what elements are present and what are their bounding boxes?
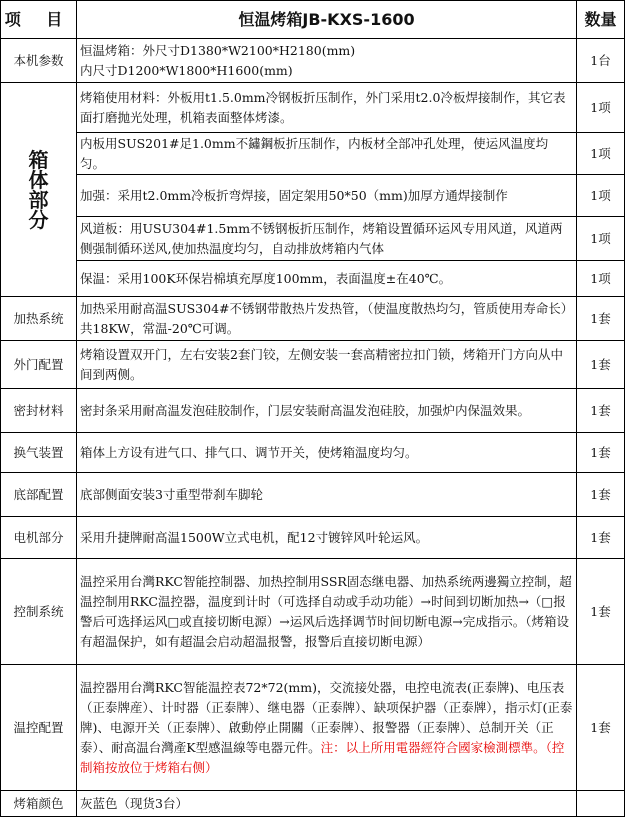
specs-qty: 1台 bbox=[577, 39, 625, 83]
temp-config-row bbox=[1, 665, 625, 791]
door-text: 烤箱设置双开门，左右安装2套门铰，左侧安装一套高精密拉扣门锁，烤箱开门方向从中间到两侧。 bbox=[77, 341, 577, 389]
control-text: 温控采用台灣RKC智能控制器、加热控制用SSR固态继电器、加热系统两邊獨立控制，超温控制用RKC温控器，温度到计时（可选择自动或手动功能）→时间到切断加热→（□报警后可选择运风□或直接切断电源）→运风后选择调节时间切断电源→完成指示。（烤箱设有超温保护，如有超温会启动超温报警，报警后直接切断电源） bbox=[77, 559, 577, 665]
temp-config-text: 温控器用台灣RKC智能温控表72*72(mm)，交流接处器，电控电流表(正泰牌)、电压表（正泰牌産）、计时器（正泰牌）、继电器（正泰牌）、缺项保护器（正泰牌），指示灯(正泰牌)、电源开关（正泰牌）、啟動停止開關（正泰牌）、报警器（正泰牌）、总制开关（正泰）、耐高温台灣產K型感温線等电器元件。 bbox=[80, 679, 573, 755]
motor-label: 电机部分 bbox=[1, 517, 77, 559]
header-qty: 数量 bbox=[577, 1, 625, 39]
seal-row bbox=[1, 389, 625, 433]
control-label: 控制系统 bbox=[1, 559, 77, 665]
control-qty: 1套 bbox=[577, 559, 625, 665]
motor-qty: 1套 bbox=[577, 517, 625, 559]
box-reinforce-qty: 1项 bbox=[577, 175, 625, 217]
specs-line-inner: 内尺寸D1200*W1800*H1600(mm) bbox=[80, 62, 293, 78]
heating-qty: 1套 bbox=[577, 297, 625, 341]
motor-text: 采用升捷牌耐高温1500W立式电机，配12寸镀锌风叶轮运风。 bbox=[77, 517, 577, 559]
color-qty bbox=[577, 791, 625, 817]
seal-label: 密封材料 bbox=[1, 389, 77, 433]
box-label-char: 部 bbox=[28, 187, 49, 212]
box-label-char: 箱 bbox=[28, 147, 49, 172]
color-text: 灰蓝色（现货3台） bbox=[77, 791, 577, 817]
box-insulation-qty: 1项 bbox=[577, 261, 625, 297]
specs-label: 本机参数 bbox=[1, 39, 77, 83]
box-row-inner-plate bbox=[1, 133, 625, 175]
heating-row bbox=[1, 297, 625, 341]
heating-label: 加热系统 bbox=[1, 297, 77, 341]
header-item: 项 目 bbox=[1, 1, 77, 39]
specs-row bbox=[1, 39, 625, 83]
color-label: 烤箱颜色 bbox=[1, 791, 77, 817]
header-title: 恒温烤箱JB-KXS-1600 bbox=[77, 1, 577, 39]
box-air-duct-qty: 1项 bbox=[577, 217, 625, 261]
box-inner-plate-text: 内板用SUS201#足1.0mm不鏽鋼板折压制作，内板材全部冲孔处理，使运风温度均匀。 bbox=[77, 133, 577, 175]
temp-config-content bbox=[77, 665, 577, 791]
door-label: 外门配置 bbox=[1, 341, 77, 389]
specs-line-outer: 恒温烤箱：外尺寸D1380*W2100*H2180(mm) bbox=[80, 42, 356, 58]
door-row bbox=[1, 341, 625, 389]
motor-row bbox=[1, 517, 625, 559]
vent-label: 换气装置 bbox=[1, 433, 77, 473]
box-insulation-text: 保温：采用100K环保岩棉填充厚度100mm，表面温度±在40℃。 bbox=[77, 261, 577, 297]
base-qty: 1套 bbox=[577, 473, 625, 517]
door-qty: 1套 bbox=[577, 341, 625, 389]
color-row bbox=[1, 791, 625, 817]
box-air-duct-text: 风道板：用USU304#1.5mm不锈钢板折压制作，烤箱设置循环运风专用风道，风道两侧强制循环送风,使加热温度均匀，自动排放烤箱内气体 bbox=[77, 217, 577, 261]
heating-text: 加热采用耐高温SUS304#不锈钢带散热片发热管，（使温度散热均匀，管质使用寿命长）共18KW，常温-20℃可调。 bbox=[77, 297, 577, 341]
control-row bbox=[1, 559, 625, 665]
box-row-materials bbox=[1, 83, 625, 133]
box-materials-qty: 1项 bbox=[577, 83, 625, 133]
box-row-reinforce bbox=[1, 175, 625, 217]
temp-config-note: 注：以上所用電器經符合國家檢測標準。（控制箱按放位于烤箱右侧） bbox=[80, 739, 565, 775]
box-inner-plate-qty: 1项 bbox=[577, 133, 625, 175]
box-label-char: 分 bbox=[28, 207, 49, 232]
seal-text: 密封条采用耐高温发泡硅胶制作，门层安装耐高温发泡硅胶，加强炉内保温效果。 bbox=[77, 389, 577, 433]
box-section-label bbox=[1, 83, 77, 297]
vent-row bbox=[1, 433, 625, 473]
seal-qty: 1套 bbox=[577, 389, 625, 433]
box-materials-text: 烤箱使用材料：外板用t1.5.0mm冷钢板折压制作，外门采用t2.0冷板焊接制作，其它表面打磨抛光处理，机箱表面整体烤漆。 bbox=[77, 83, 577, 133]
box-label-char: 体 bbox=[28, 167, 49, 192]
vent-text: 箱体上方设有进气口、排气口、调节开关，使烤箱温度均匀。 bbox=[77, 433, 577, 473]
base-row bbox=[1, 473, 625, 517]
base-label: 底部配置 bbox=[1, 473, 77, 517]
temp-config-qty: 1套 bbox=[577, 665, 625, 791]
vent-qty: 1套 bbox=[577, 433, 625, 473]
specs-content bbox=[77, 39, 577, 83]
box-row-air-duct bbox=[1, 217, 625, 261]
base-text: 底部侧面安装3寸重型带刹车脚轮 bbox=[77, 473, 577, 517]
header-row bbox=[1, 1, 625, 39]
box-reinforce-text: 加强：采用t2.0mm冷板折弯焊接，固定架用50*50（mm)加厚方通焊接制作 bbox=[77, 175, 577, 217]
box-row-insulation bbox=[1, 261, 625, 297]
temp-config-label: 温控配置 bbox=[1, 665, 77, 791]
